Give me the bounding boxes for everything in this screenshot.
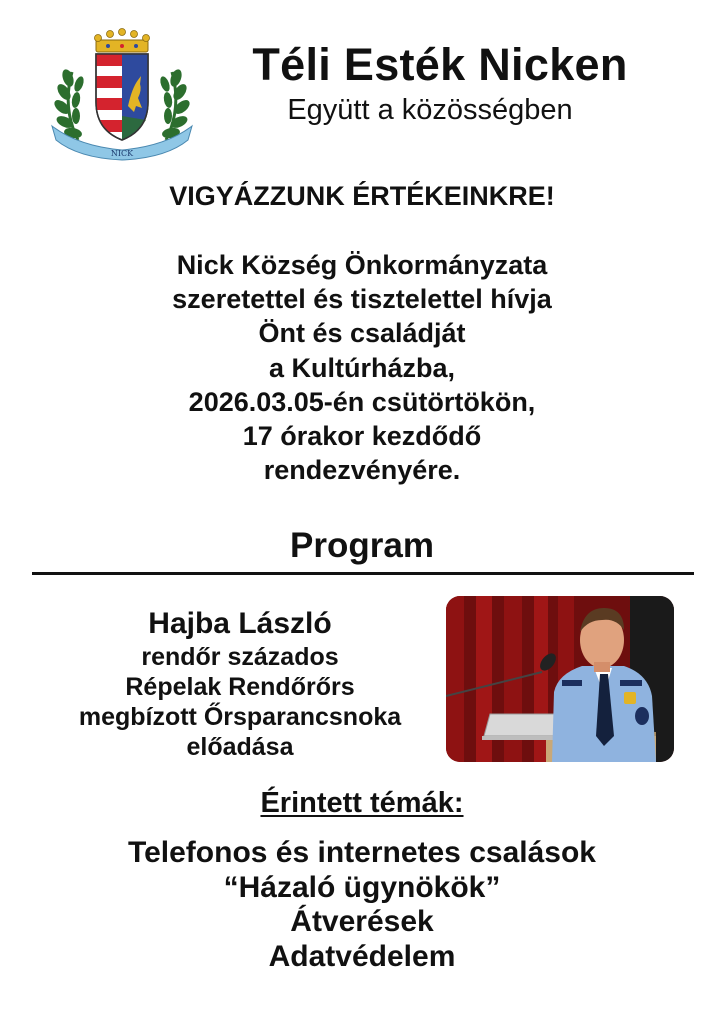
invitation-line: a Kultúrházba, (268, 352, 456, 383)
program-heading: Program (290, 526, 434, 565)
invitation-line: 17 órakor kezdődő (242, 421, 482, 452)
invitation-line: Nick Község Önkormányzata (176, 250, 548, 280)
speaker-role: megbízott Őrsparancsnoka (78, 703, 402, 731)
speaker-talk-label: előadása (186, 733, 294, 761)
topic-item: Átverések (290, 905, 434, 938)
coat-of-arms (48, 28, 196, 162)
topics-heading: Érintett témák: (260, 787, 464, 819)
topic-item: Adatvédelem (268, 939, 456, 973)
invitation-line: 2026.03.05-én csütörtökön, (188, 386, 536, 417)
speaker-station: Répelak Rendőrőrs (125, 673, 355, 701)
coat-of-arms-icon (48, 28, 196, 162)
page-subtitle: Együtt a közösségben (287, 94, 573, 126)
slogan-heading: VIGYÁZZUNK ÉRTÉKEINKRE! (169, 181, 555, 211)
speaker-photo (446, 596, 674, 762)
topic-item: Telefonos és internetes csalások (128, 836, 596, 869)
topics-list (0, 836, 724, 974)
speaker-photo-image (446, 596, 674, 762)
divider (32, 572, 694, 575)
svg-text:NICK: NICK (110, 149, 134, 158)
speaker-rank: rendőr százados (141, 643, 339, 671)
invitation-line: Önt és családját (258, 318, 466, 349)
speaker-name: Hajba László (148, 607, 332, 640)
speaker-details (40, 642, 440, 762)
topic-item: “Házaló ügynökök” (223, 870, 501, 904)
invitation-line: rendezvényére. (263, 455, 461, 486)
page-title: Téli Esték Nicken (252, 39, 628, 90)
invitation-text (0, 248, 724, 487)
invitation-line: szeretettel és tisztelettel hívja (172, 284, 552, 315)
